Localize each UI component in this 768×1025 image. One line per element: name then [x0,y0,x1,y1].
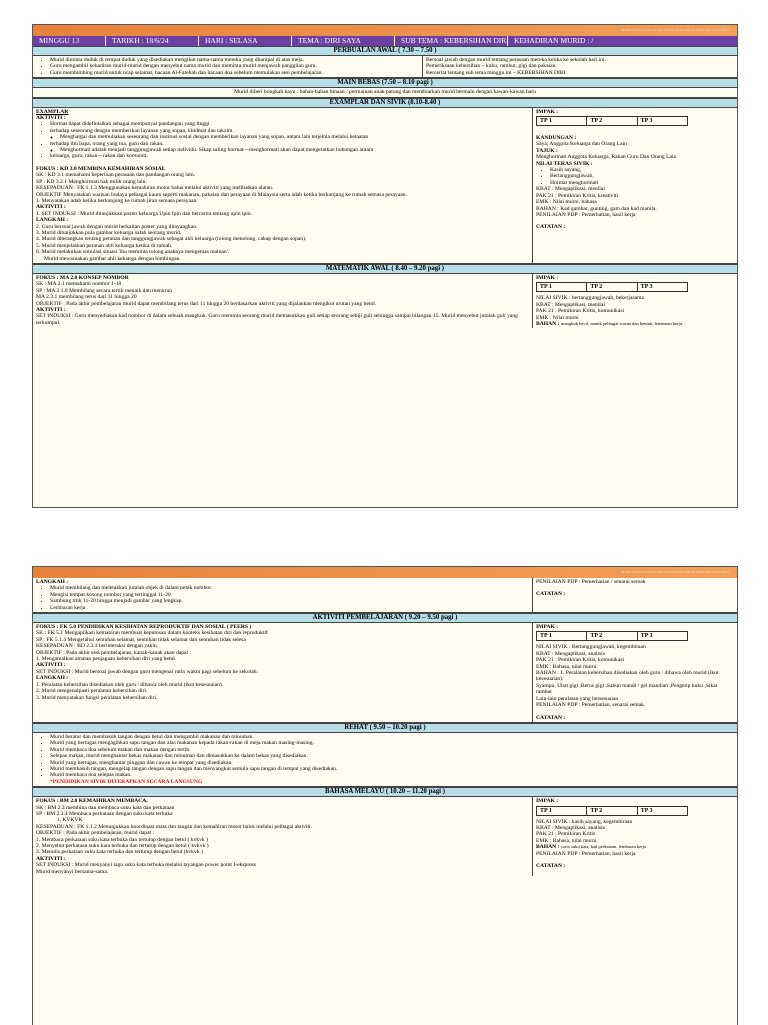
section-matematik: MATEMATIK AWAL ( 8.40 – 9.20 pagi ) [33,264,737,274]
bahan-label: BAHAN : [536,844,560,851]
catatan-label: CATATAN : [536,863,566,869]
tp-3: TP 3 [640,807,653,814]
section-bm: BAHASA MELAYU ( 10.20 – 11.20 pagi ) [33,787,737,797]
langkah-label: LANGKAH : [36,217,69,224]
list-item: • Murid beratur dan membasuh tangan dengan betul dan mengambil makanan dan minuman. [50,734,734,740]
set-induksi: SET INDUKSI : Murid menyanyi lagu suku kata terbuka melalui tayangan power point I-ekspress [36,862,257,869]
impak-label: IMPAK : [536,108,559,115]
impak-label: IMPAK : [536,798,559,805]
set-induksi: 1. SET INDUKSI : Murid ditunjukkan poster keluarga Upin Ipin dan bercerita tentang upin ipin. [36,210,253,217]
tp-box [536,631,688,641]
catatan-label: CATATAN : [536,591,566,598]
emk: EMK : Nilai murni, bahasa [536,199,597,206]
list-item: Bersoal jawab dengan murid tentang perasaan mereka ketika ke sekolah hari ini. [426,57,606,63]
list-item: • Murid membilang dan meletakkan jumlah objek di dalam petak nombor. [50,585,529,591]
kandungan-value: Saya, Anggota Keluarga dan Orang Lain [536,141,627,148]
list-item: • Murid yang bertugas, menghantar pinggan dan cawan ke tempat yang disediakan. [50,760,734,766]
list-item: • Hormat dapat didefinisikan sebagai mempunyai pandangan yang tinggi [50,121,529,127]
ma: MA 2.3.1 membilang terus dari 11 hingga 20 [36,294,137,301]
pak21: PAK 21 : Pemikiran Kritis, kreativiti [536,192,619,199]
tajuk-label: TAJUK : [536,147,558,154]
list-item: • Bertanggungjawab, [550,173,734,179]
list-item: • Sambung titik 11-20 hingga menjadi gambar yang lengkap. [50,598,529,604]
page-2 [32,566,738,1025]
list-item: 2. Menyebut perkataan suku kata terbuka dan tertutup dengan betul ( kvkvk ) [36,843,209,849]
tp-box [536,116,688,126]
tp-2: TP 2 [587,807,637,815]
tp-3: TP 3 [640,633,653,640]
banner-tag: RANCANGAN PELAJARAN HARIAN PRASEKOLAH 2024/2025 [621,28,729,32]
objektif-1: 1. Mengamalkan amalan penjagaan kebersihan diri yang betul. [36,656,177,663]
impak-label: IMPAK : [536,624,559,631]
list-item: Pemeriksaan kebersihan – kuku, rambut, gigi dan pakaian. [426,63,557,70]
objektif: OBJEKTIF : Pada akhir pembelajaran, murid dapat : [36,830,155,837]
bm-row [33,797,737,876]
tp-1: TP 1 [537,807,587,815]
set-induksi: SET INDUKSI : Murid bersoal jawab dengan guru mengenai rutin waktu pagi sebelum ke sekolah. [36,668,258,675]
nilai-sivik: NILAI SIVIK : kasih sayang, kegembiraan [536,818,633,825]
kesepaduan: KESEPADUAN : BD 2.3.3 berinteraksi dengan yakin. [36,643,159,650]
bahan-value: mangkuk kecil, manik pelbagai warna dan bentuk, lembaran kerja. [560,321,684,326]
fokus: FOKUS : FK 5.0 PENDIDIKAN KESIHATAN REPRODUKTIF DAN SOSIAL ( PEERS ) [36,624,252,631]
sp: SP : BM 2.3.4 Membaca perkataan dengan suku kata terbuka [36,810,173,817]
aktiviti-label: AKTIVITI : [36,307,66,313]
list-item: Bercerita tentang sub tema minggu ini – KEBERSIHAN DIRI [426,69,566,76]
kandungan-label: KANDUNGAN : [536,135,577,142]
list-item: • Guru mengambil kehadiran murid-murid dengan menyebut nama murid dan meminta murid menjawab panggilan guru. [50,63,419,69]
tp-1: TP 1 [537,632,587,640]
list-item: • terhadap seseorang dengan memberikan layanan yang sopan, khidmat dan takzim. [50,128,529,134]
langkah-label: LANGKAH : [36,675,69,682]
kbat: KBAT : Mengaplikasi, analisis [536,650,605,657]
aktiviti-label: AKTIVITI : [36,115,66,122]
list-item: Murid mewarnakan gambar ahli keluarga dengan bimbingan. [44,255,181,262]
emk: EMK : Nilai murni [536,314,579,321]
penilaian-pdp: PENILAIAN PDP : Pemerhatian, senarai semak. [536,702,646,709]
tajuk-value: Menghormati Anggota Keluarga, Rakan Guru Dan Orang Lain [536,154,677,161]
tarikh: TARIKH : 18/6/24 [106,36,199,46]
tp-box [536,282,688,292]
catatan-label: CATATAN : [536,714,566,721]
list-item: 6. Murid melakukan simulasi situasi 'ibu meminta tolong anaknya mengemas mainan'. [36,249,230,256]
section-perbualan: PERBUALAN AWAL ( 7.30 – 7.50 ) [33,46,737,56]
objektif-1: 1. Menyatakan adab ketika berkunjung ke rumah jiran semasa perayaan. [36,197,198,204]
fokus: FOKUS : MA 2.0 KONSEP NOMBOR [36,274,129,281]
list-item: • Mengisi tempat kosong nombor yang tertinggal 11-20 [50,592,529,598]
list-item: • Guru membimbing murid untuk ucap selamat, bacaan Al-Fatehah dan bacaan doa sebelum memulakan sesi pembelajaran. [50,70,419,76]
bahan-value: carta suku kata, kad perkataan, lembaran kerja [560,844,647,850]
subtema: SUB TEMA : KEBERSIHAN DIRI [395,36,508,46]
bahan-list: Syampu, Ubat gigi ,Berus gigi ,Sabun mandi / gel mandian ,Pengetip kuku ,Sikat rambut [536,682,718,696]
tp-2: TP 2 [587,117,637,125]
sp: SP : MA 2.1.8 Membilang secara tertib menaik dan menurun [36,287,173,294]
top-banner [33,567,737,578]
penilaian-pdp: PENILAIAN PDP : Pemerhatian / senarai semak [536,579,646,585]
tp-box [536,806,688,816]
list-item: 3. Menulis perkataan suku kata terbuka dan tertutup dengan betul (kvkvk ) [36,849,203,856]
kehadiran: KEHADIRAN MURID : / [514,36,594,45]
list-item: • Murid diminta duduk di tempat duduk yang disediakan mengikut nama-nama mereka yang ditampal di atas meja. [50,57,419,63]
list-item: 2. Guru bersoal jawab dengan murid berkaitan poster yang ditayangkan. [36,223,198,230]
list-item: • Murid membaca doa sebelum makan dan makan dengan tertib. [50,747,734,753]
kesepaduan: KESEPADUAN : FK 1.1.3 Menggunakan kemahiran motor halus melalui aktiviti yang melibatkan alatan. [36,185,274,192]
pak21: PAK 21 : Pemikiran Kritis, komunikasi [536,657,625,664]
list-item: • terhadap ibu bapa, orang yang tua, guru dan rakan. [50,141,529,147]
hari: HARI : SELASA [199,36,292,46]
examplar-heading: EXAMPLAR [36,108,69,115]
kbat: KBAT : Mengaplikasi, menilai [536,186,605,193]
header-bar [33,36,737,46]
list-item: 3. Murid menyatakan fungsi peralatan kebersihan diri. [36,694,158,701]
pembelajaran-row [33,623,737,723]
tp-1: TP 1 [537,283,587,291]
list-item: • Murid yang bertugas mengagihkan sapu tangan dan alas makanan kepada rakan-rakan di meja makan masing-masing. [50,740,734,746]
list-item: • Kasih sayang, [550,167,734,173]
langkah-row [33,578,737,613]
tp-2: TP 2 [587,283,637,291]
fokus: FOKUS : KD 3.0 MEMBINA KEMAHIRAN SOSIAL [36,165,166,172]
catatan-label: CATATAN : [536,224,566,231]
langkah-label: LANGKAH : [36,579,69,585]
list-item: • keluarga, guru, rakan—rakan dan komuniti. [50,153,529,159]
bahan-label: BAHAN : [536,321,560,327]
section-rehat: REHAT ( 9.50 – 10.20 pagi ) [33,723,737,733]
emk: EMK : Bahasa, nilai murni. [536,663,598,670]
minggu: MINGGU 13 [33,36,106,46]
examplar-row [33,108,737,264]
pak21: PAK 21 : Pemikiran Kritis, komunikasi [536,308,625,315]
sk: SK : MA 2.1 memahami nombor 1-10 [36,281,122,288]
rehat-block [33,733,737,787]
list-item: ◦ Menghargai dan memuliakan seseorang dan institusi sosial dengan memberikan layanan yang sopan, antara lain terjelma melalui ketaatan [60,134,529,140]
penilaian-pdp: PENILAIAN PDP : Pemerhatian, hasil kerja [536,211,636,218]
bahan: BAHAN : Kad gambar, gunting, gam dan kad manila. [536,205,657,212]
banner-tag: RANCANGAN PELAJARAN HARIAN PRASEKOLAH 2024/2025 [621,570,729,574]
emk: EMK : Bahasa, nilai murni. [536,837,598,844]
pak21: PAK 21 : Pemikiran Kritis [536,831,596,838]
objektif: OBJEKTIF : Pada akhir sesi pembelajaran, kanak-kanak akan dapat : [36,649,192,656]
matematik-row [33,274,737,328]
section-main-bebas: MAIN BEBAS (7.50 – 8.10 pagi ) [33,78,737,88]
set-induksi: SET INDUKSI : Guru menyediakan kad nombor di dalam sebuah mangkuk. Guru meminta seorang murid memasukkan guli setiap seorang sebiji guli sehingga sampai bilangan 15. Murid menyebut jumlah guli yang terkumpul. [36,313,518,326]
tp-2: TP 2 [587,632,637,640]
nilai-sivik: NILAI SIVIK : bertanggungjawab, bekerjasama [536,295,644,302]
list-item: • Selepas makan, murid menghantar bekas makanan dan minuman dan dimasukkan ke dalam bekas yang disediakan. [50,753,734,759]
section-pembelajaran: AKTIVITI PEMBELAJARAN ( 9.20 – 9.50 pagi ) [33,613,737,623]
top-banner [33,25,737,36]
list-item: • Murid membaca doa selepas makan. [50,772,734,778]
list-item: 1. Membaca perkataan suku kata terbuka dan tertutup dengan betul ( kvkvk ) [36,836,208,843]
section-examplar: EXAMPLAR DAN SIVIK (8.10-8.40 ) [33,98,737,108]
kvkvk: i. KVKVK [58,817,83,824]
murid-menyanyi: Murid menyanyi bersama-sama. [36,868,109,875]
perbualan-row [33,56,737,78]
list-item: 3. Murid ditunjukkan pula gambar keluarga salah seorang murid. [36,229,182,236]
nilai-sivik: NILAI SIVIK : Bertanggungjawab, kegembiraan [536,644,646,651]
tp-3: TP 3 [640,284,653,291]
bahan: BAHAN : 1. Peralatan kebersihan disediakan oleh guru / dibawa oleh murid (ikut kesesuaian): [536,670,719,683]
list-item: ◦ Menghormati adalah menjadi tanggungjawab setiap individu. Sikap saling hormat—menghormati akan dapat mengeratkan hubungan antara [60,147,529,153]
main-bebas-text: Murid diberi bongkah kayu / bahan-bahan binaan / permainan anak patung dan membiarkan murid bermain dengan kawan-kawan baru [33,88,737,97]
nilai-label: NILAI TERAS SIVIK : [536,160,593,167]
list-item: • Murid membasuh tangan, mengelap tangan dengan sapu tangan dan menyangkut semula sapu tangan di tempat yang disediakan. [50,766,734,772]
list-item: 1. Peralatan kebersihan disediakan oleh guru / dibawa oleh murid (ikut kesesuaian). [36,681,224,688]
sk: SK : FK 5.1 Mengaplikasi kemahiran membuat keputusan dalam konteks kesihatan diri dan reproduktif [36,630,268,637]
sk: SK : KD 3.1 memahami keperluan perasaan dan pandangan orang lain. [36,172,196,179]
kbat: KBAT : Mengaplikasi, analisis [536,824,605,831]
fokus: FOKUS : BM 2.0 KEMAHIRAN MEMBACA. [36,798,148,805]
tema: TEMA : DIRI SAYA [292,36,395,46]
bahan-lain: Lain-lain peralatan yang bersesuaian [536,695,619,702]
list-item: 4. Murid diterangkan tentang peranan dan tanggungjawab sebagai ahli keluarga (tolong menolong, cakap dengan sopan). [36,236,307,243]
aktiviti-label: AKTIVITI : [36,204,66,211]
sp: SP : KD 3.2.1 Menghormati hak milik orang lain. [36,178,147,185]
impak-label: IMPAK : [536,274,559,281]
sk: SK : BM 2.3 membina dan membaca suku kata dan perkataan [36,804,175,811]
tp-3: TP 3 [640,118,653,125]
penilaian-pdp: PENILAIAN PDP : Pemerhatian, hasil kerja [536,850,636,857]
list-item: 5. Murid menjelaskan peranan ahli keluarga ketika di rumah. [36,242,173,249]
sivik-note: *PENDIDIKAN SIVIK DITERAPKAN SECARA LANGSUNG [50,778,203,785]
kbat: KBAT : Mengaplikasi, menilai [536,301,605,308]
list-item: • Lembaran kerja [50,605,529,611]
sp: SP : FK 5.1.4 Mengetahui sentuhan selamat, sentuhan tidak selamat dan sentuhan tidak selesa [36,636,246,643]
objektif: OBJEKTIF : Pada akhir pembelajaran murid dapat membilang terus dari 11 hingga 20 berdasarkan aktiviti yang dijalankan mengikut urutan yang betul. [36,300,377,307]
list-item: • Hormat menghormati [550,180,734,186]
aktiviti-label: AKTIVITI : [36,855,66,862]
list-item: 2. Murid mengenalpasti peralatan kebersihan diri. [36,688,148,695]
tp-1: TP 1 [537,117,587,125]
page-1 [32,24,738,508]
aktiviti-label: AKTIVITI : [36,662,66,669]
kesepaduan: KESEPADUAN : FK 1.1.2 Menunjukkan koordinasi mata dan tangan dan kemahiran motor halus melalui pelbagai aktiviti. [36,823,313,830]
objektif: OBJEKTIF Menyatakan warisan budaya pelbagai kaum seperti makanan, pakaian dan perayaan di Malaysia serta adab ketika berkunjung ke rumah semasa perayaan. [36,191,407,198]
